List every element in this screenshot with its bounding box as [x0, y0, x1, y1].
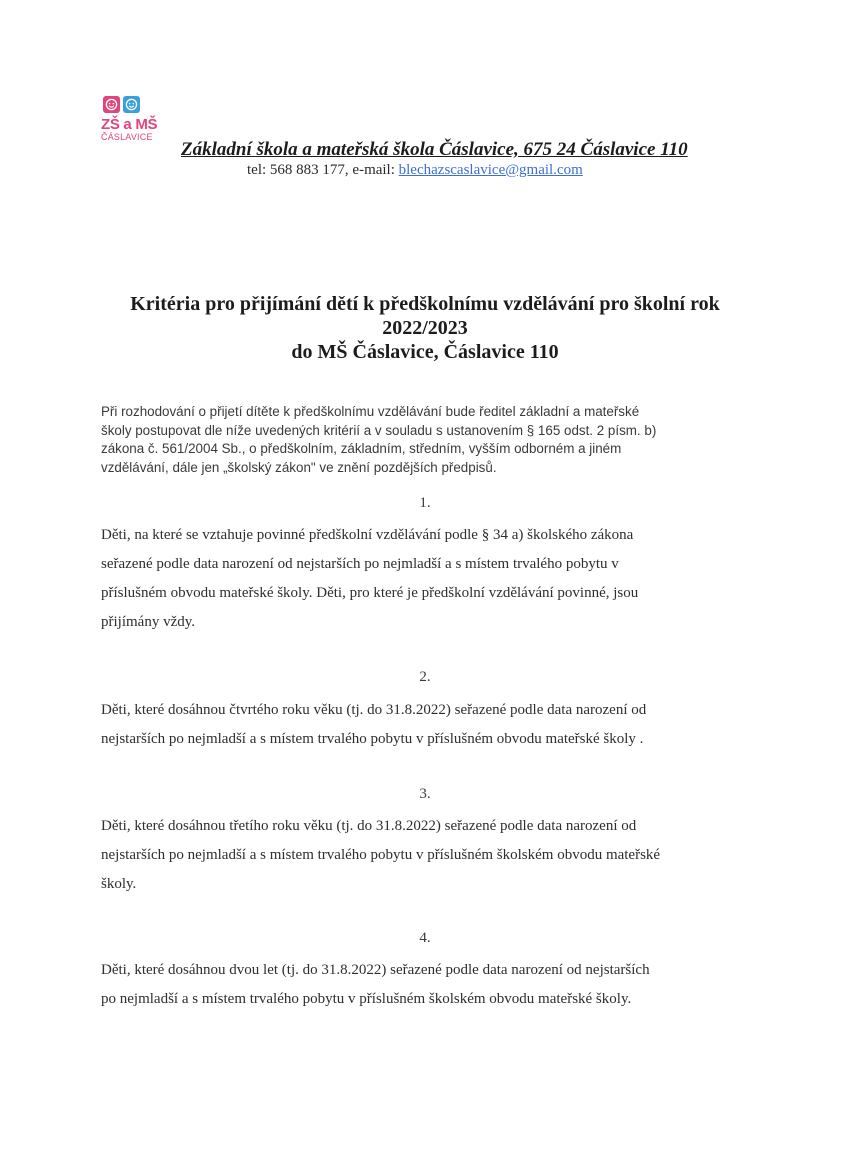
criterion-number: 3.: [419, 786, 431, 802]
paragraph-line: Děti, na které se vztahuje povinné předškolní vzdělávání podle § 34 a) školského zákona: [101, 527, 634, 543]
smiley-face-icon: [123, 96, 140, 113]
criterion-text: [101, 521, 741, 637]
paragraph-line: Děti, které dosáhnou dvou let (tj. do 31.8.2022) seřazené podle data narození od nejstarších: [101, 962, 650, 978]
contact-line: [247, 162, 583, 179]
criterion-number: 2.: [419, 669, 431, 685]
criterion-number: 4.: [419, 930, 431, 946]
paragraph-line: zákona č. 561/2004 Sb., o předškolním, základním, středním, vyšším odborném a jiném: [101, 441, 622, 456]
school-name-heading: Základní škola a mateřská škola Čáslavice, 675 24 Čáslavice 110: [181, 139, 688, 160]
logo-icons: [103, 96, 165, 113]
title-line: Kritéria pro přijímání dětí k předškolnímu vzdělávání pro školní rok: [130, 293, 720, 315]
paragraph-line: Děti, které dosáhnou třetího roku věku (tj. do 31.8.2022) seřazené podle data narození od: [101, 818, 637, 834]
logo-text: ZŠ a MŠ: [101, 116, 158, 133]
paragraph-line: vzdělávání, dále jen „školský zákon" ve znění pozdějších předpisů.: [101, 459, 497, 475]
smiley-face-icon: [103, 96, 120, 113]
email-link[interactable]: blechazscaslavice@gmail.com: [398, 162, 583, 178]
paragraph-line: nejstarších po nejmladší a s místem trvalého pobytu v příslušném obvodu mateřské školy .: [101, 731, 644, 747]
document-title: [0, 292, 850, 364]
criterion-text: [101, 812, 741, 899]
paragraph-line: po nejmladší a s místem trvalého pobytu v příslušném školském obvodu mateřské školy.: [101, 991, 632, 1007]
school-logo: [101, 96, 165, 143]
paragraph-line: Děti, které dosáhnou čtvrtého roku věku (tj. do 31.8.2022) seřazené podle data narození od: [101, 702, 647, 718]
contact-phone: tel: 568 883 177, e-mail:: [247, 162, 399, 178]
paragraph-line: školy postupovat dle níže uvedených kritérií a v souladu s ustanovením § 165 odst. 2 písm. b): [101, 422, 657, 438]
title-line: 2022/2023: [382, 317, 468, 339]
criterion-text: [101, 956, 741, 1014]
paragraph-line: nejstarších po nejmladší a s místem trvalého pobytu v příslušném školském obvodu mateřské: [101, 847, 661, 863]
criterion-text: [101, 696, 741, 754]
paragraph-line: seřazené podle data narození od nejstarších po nejmladší a s místem trvalého pobytu v: [101, 556, 619, 572]
intro-paragraph: [101, 403, 741, 477]
paragraph-line: Při rozhodování o přijetí dítěte k předškolnímu vzdělávání bude ředitel základní a mateřské: [101, 404, 640, 419]
paragraph-line: přijímány vždy.: [101, 614, 196, 630]
paragraph-line: školy.: [101, 876, 137, 892]
logo-subtext: ČÁSLAVICE: [101, 132, 153, 142]
paragraph-line: příslušném obvodu mateřské školy. Děti, pro které je předškolní vzdělávání povinné, jsou: [101, 585, 639, 601]
criterion-number: 1.: [419, 495, 431, 511]
title-line: do MŠ Čáslavice, Čáslavice 110: [291, 341, 559, 363]
